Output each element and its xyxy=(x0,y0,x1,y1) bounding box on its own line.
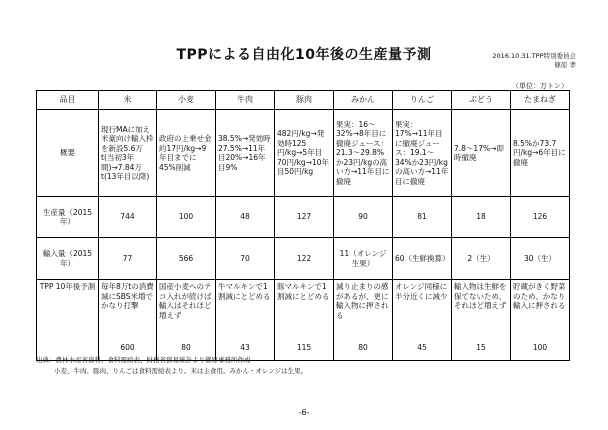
table-cell: 18 xyxy=(452,197,511,238)
table-cell: 7.8～17%→即時撤廃 xyxy=(452,110,511,197)
data-note: 小麦、牛肉、豚肉、りんごは食料需給表より。米は主食用。みかん・オレンジは生果。 xyxy=(54,367,308,375)
tpp-text-row xyxy=(37,280,570,337)
table-cell: 482円/kg→発効時125円/kg→5年目70円/kg→10年目50円/kg xyxy=(275,110,334,197)
table-cell: 70 xyxy=(216,238,275,280)
meta-author: 篠原 孝 xyxy=(554,61,576,69)
document-meta xyxy=(492,52,576,70)
table-cell: 600 xyxy=(99,336,157,361)
row-label: 生産量（2015年） xyxy=(37,197,99,238)
table-cell: 115 xyxy=(275,336,334,361)
table-cell: 15 xyxy=(452,336,511,361)
header-cell: 品目 xyxy=(37,91,99,110)
table-cell: オレンジ同様に半分近くに減少 xyxy=(393,280,452,337)
page-title: TPPによる自由化10年後の生産量予測 xyxy=(176,47,432,63)
table-cell: 80 xyxy=(334,336,393,361)
table-cell: 豚マルキンで1割減にとどめる xyxy=(275,280,334,337)
header-cell: みかん xyxy=(334,91,393,110)
table-cell: 現行MAに加え米豪向け輸入枠を新設5.6万t(当初3年間)→7.84万t(13年目以降) xyxy=(99,110,157,197)
table-cell: 8.5%か73.7円/kg→6年目に撤廃 xyxy=(511,110,570,197)
table-cell: 90 xyxy=(334,197,393,238)
source-note: 出典：農林水産省資料、食料需給表、財務省貿易統計より篠原事務所作成 xyxy=(36,356,251,364)
header-cell: ぶどう xyxy=(452,91,511,110)
meta-date-org: 2016.10.31.TPP特別委員会 xyxy=(492,52,576,60)
table-cell: 100 xyxy=(157,197,216,238)
table-cell: 45 xyxy=(393,336,452,361)
header-row xyxy=(37,91,570,110)
imports-row xyxy=(37,238,570,280)
overview-row xyxy=(37,110,570,197)
row-label: TPP 10年後予測 xyxy=(37,280,99,361)
table-cell: 80 xyxy=(157,336,216,361)
header-cell: たまねぎ xyxy=(511,91,570,110)
table-cell: 122 xyxy=(275,238,334,280)
production-row xyxy=(37,197,570,238)
table-cell: 81 xyxy=(393,197,452,238)
unit-label: （単位：万トン） xyxy=(512,82,568,90)
table-cell: 744 xyxy=(99,197,157,238)
table-cell: 減り止まりの感があるが、更に輸入物に押される xyxy=(334,280,393,337)
header-cell: 豚肉 xyxy=(275,91,334,110)
table-cell: 566 xyxy=(157,238,216,280)
table-cell: 127 xyxy=(275,197,334,238)
table-cell: 100 xyxy=(511,336,570,361)
table-cell: 11（オレンジ生果） xyxy=(334,238,393,280)
table-cell: 輸入物は生鮮を保てないため、それほど増えず xyxy=(452,280,511,337)
table-cell: 30（生） xyxy=(511,238,570,280)
table-cell: 38.5%→発効時27.5%→11年目20%→16年目9% xyxy=(216,110,275,197)
table-cell: 60（生鮮換算） xyxy=(393,238,452,280)
table-cell: 126 xyxy=(511,197,570,238)
header-cell: 小麦 xyxy=(157,91,216,110)
table-cell: 毎年8万tの消費減にSBS米増でかなり打撃 xyxy=(99,280,157,337)
header-cell: 牛肉 xyxy=(216,91,275,110)
table-cell: 43 xyxy=(216,336,275,361)
row-label: 輸入量（2015年） xyxy=(37,238,99,280)
table-cell: 77 xyxy=(99,238,157,280)
header-cell: 米 xyxy=(99,91,157,110)
table-cell: 果実：16～32%→8年目に撤廃ジュース：21.3～29.8%か23円/kgの高い方→11年目に撤廃 xyxy=(334,110,393,197)
table-cell: 国産小麦へのテコ入れが続けば輸入はそれほど増えず xyxy=(157,280,216,337)
page-number: -6- xyxy=(298,408,310,417)
forecast-table xyxy=(36,90,570,361)
table-cell: 貯蔵がきく野菜のため、かなり輸入に押される xyxy=(511,280,570,337)
table-cell: 果実：17%→11年目に撤廃ジュース：19.1～34%か23円/kgの高い方→11年目に撤廃 xyxy=(393,110,452,197)
table-cell: 48 xyxy=(216,197,275,238)
header-cell: りんご xyxy=(393,91,452,110)
table-cell: 牛マルキンで1割減にとどめる xyxy=(216,280,275,337)
row-label: 概要 xyxy=(37,110,99,197)
table-cell: 政府の上乗せ金約17円/kg→9年目までに45%削減 xyxy=(157,110,216,197)
table-cell: 2（生） xyxy=(452,238,511,280)
footer-notes xyxy=(36,355,307,377)
